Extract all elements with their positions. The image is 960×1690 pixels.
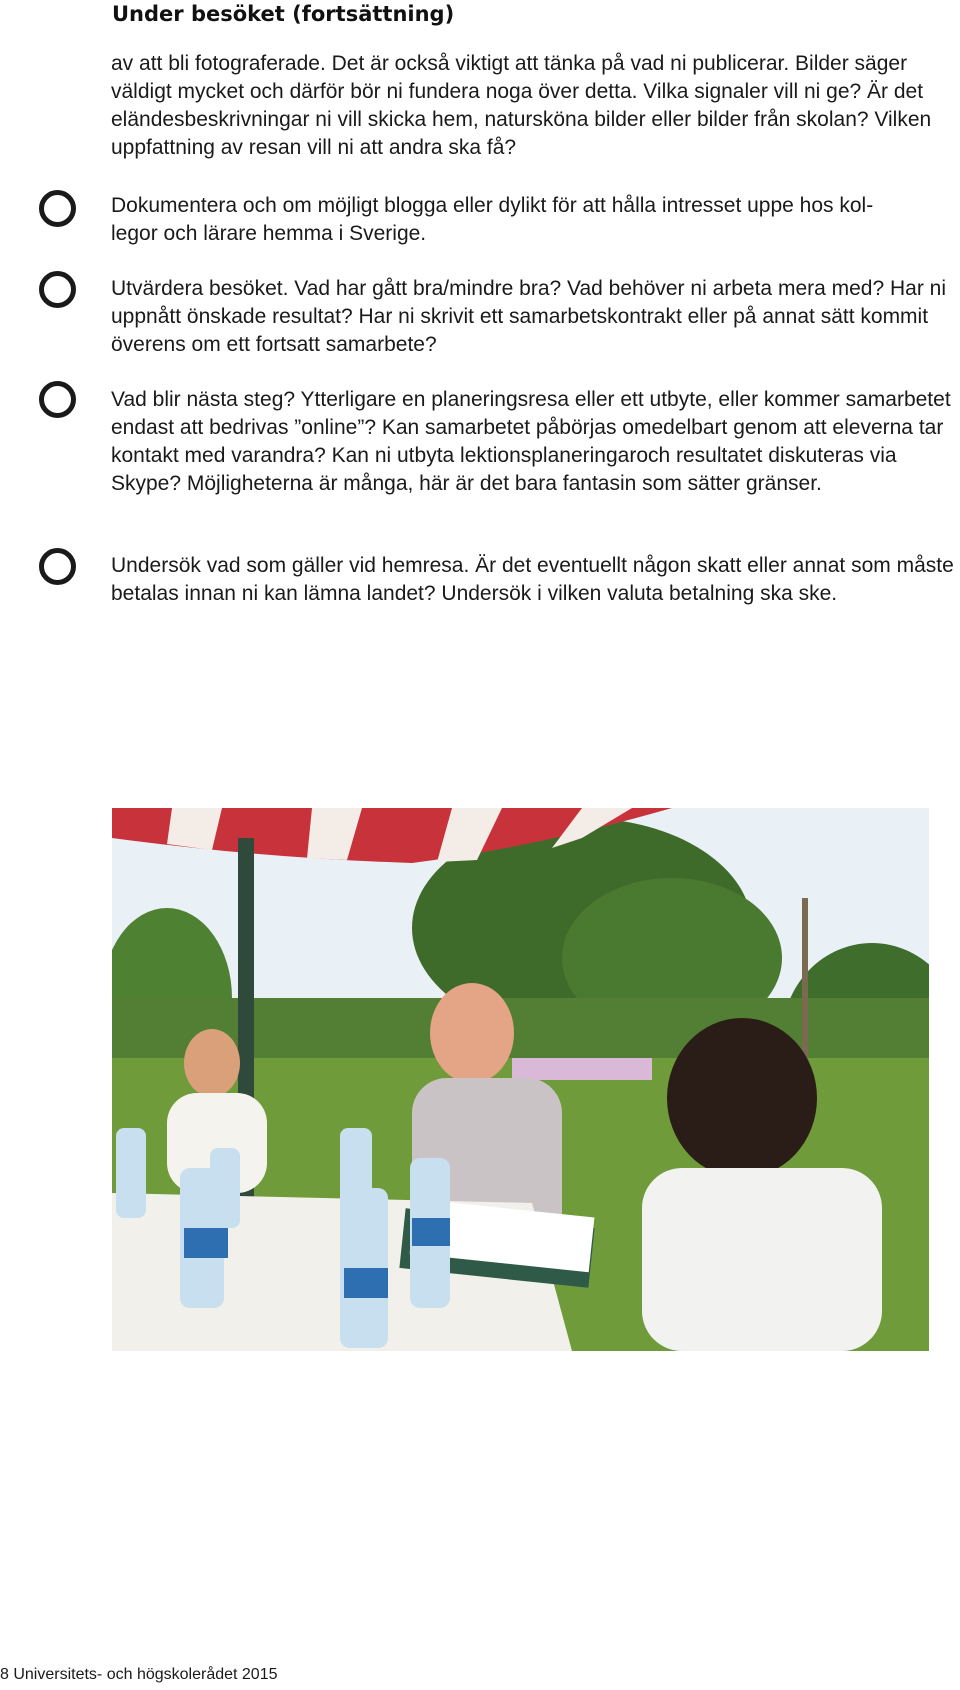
checklist-item-document: Dokumentera och om möjligt blogga eller dylikt för att hålla intresset uppe hos kol- legor och lärare hemma i Sverige. — [111, 194, 874, 245]
intro-paragraph: av att bli fotograferade. Det är också viktigt att tänka på vad ni publicerar. Bilder säger väldigt mycket och därför bör ni fundera noga över detta. Vilka signaler vill ni ge? Är det eländesbeskrivningar ni vill skicka hem, natursköna bilder eller bilder från skolan? Vilken uppfattning av resan vill ni att andra ska få? — [111, 52, 932, 159]
checklist-item-evaluate: Utvärdera besöket. Vad har gått bra/mindre bra? Vad behöver ni arbeta mera med? Har ni uppnått önskade resultat? Har ni skrivit ett samarbetskontrakt eller på annat sätt kommit överens om ett fortsatt samarbete? — [111, 277, 947, 356]
section-heading: Under besöket (fortsättning) — [112, 2, 455, 26]
checkbox-circle-icon[interactable] — [39, 271, 76, 308]
photo-person-man-head — [430, 983, 514, 1083]
photo-water-bottle — [210, 1148, 240, 1228]
checklist-item-return-trip: Undersök vad som gäller vid hemresa. Är det eventuellt någon skatt eller annat som måste betalas innan ni kan lämna landet? Undersök i vilken valuta betalning ska ske. — [111, 554, 954, 605]
photo-distant-table — [512, 1058, 652, 1080]
page-footer: 8 Universitets- och högskolerådet 2015 — [0, 1666, 278, 1683]
photo-person-woman-head — [184, 1029, 240, 1097]
photo-water-bottle — [116, 1128, 146, 1218]
checkbox-circle-icon[interactable] — [39, 381, 76, 418]
meeting-photo — [112, 808, 929, 1351]
photo-person-right-head — [667, 1018, 817, 1178]
checkbox-circle-icon[interactable] — [39, 548, 76, 585]
photo-bottle-label — [412, 1218, 450, 1246]
checkbox-circle-icon[interactable] — [39, 190, 76, 227]
meeting-photo-illustration — [112, 808, 929, 1351]
checklist-item-next-step: Vad blir nästa steg? Ytterligare en planeringsresa eller ett utbyte, eller kommer samarbetet endast att bedrivas ”online”? Kan samarbetet påbörjas omedelbart genom att eleverna tar kontakt med varandra? Kan ni utbyta lektionsplaneringaroch resultatet diskuteras via Skype? Möjligheterna är många, här är det bara fantasin som sätter gränser. — [111, 388, 951, 495]
photo-bottle-label — [184, 1228, 228, 1258]
photo-palm-trunk — [802, 898, 808, 1068]
photo-bottle-label — [344, 1268, 388, 1298]
photo-person-right-shirt — [642, 1168, 882, 1351]
